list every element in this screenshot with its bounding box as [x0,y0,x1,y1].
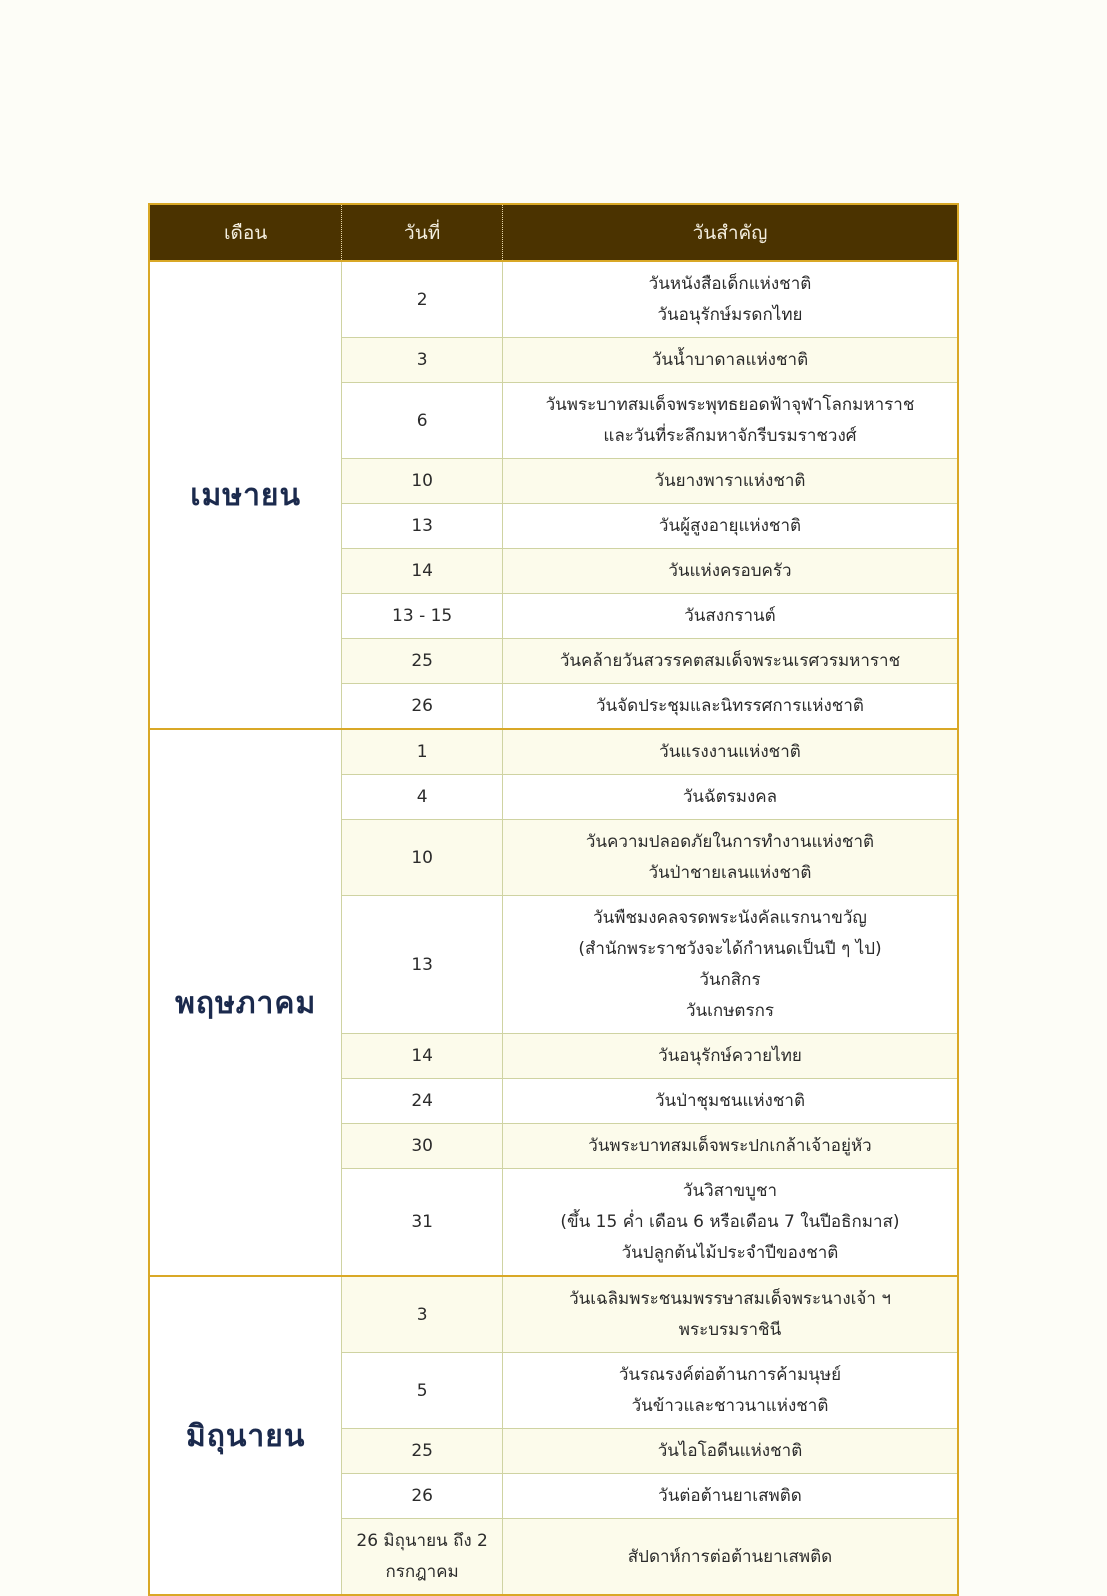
event-line: และวันที่ระลึกมหาจักรีบรมราชวงศ์ [603,426,857,446]
event-line: วันพระบาทสมเด็จพระพุทธยอดฟ้าจุฬาโลกมหาราช [545,395,915,415]
date-cell: 13 [342,896,503,1034]
header-event: วันสำคัญ [502,204,958,261]
date-cell: 25 [342,639,503,684]
event-line: สัปดาห์การต่อต้านยาเสพติด [627,1546,833,1567]
date-cell: 2 [342,261,503,338]
event-line: วันป่าชายเลนแห่งชาติ [648,863,812,883]
event-cell [502,1429,958,1474]
event-line: วันเกษตรกร [685,1001,775,1021]
date-cell: 26 [342,684,503,730]
event-cell [502,383,958,459]
date-cell: 14 [342,549,503,594]
event-line: วันหนังสือเด็กแห่งชาติ [648,274,812,294]
event-cell [502,338,958,383]
event-line: (สำนักพระราชวังจะได้กำหนดเป็นปี ๆ ไป) [578,939,882,959]
date-cell: 25 [342,1429,503,1474]
date-cell: 30 [342,1124,503,1169]
event-line: วันแห่งครอบครัว [668,561,792,581]
event-line: วันเฉลิมพระชนมพรรษาสมเด็จพระนางเจ้า ฯ [569,1289,891,1309]
event-cell [502,896,958,1034]
table-body [149,261,958,1595]
date-cell: 3 [342,338,503,383]
table-row [149,261,958,338]
event-line: วันพระบาทสมเด็จพระปกเกล้าเจ้าอยู่หัว [588,1136,872,1156]
month-cell: พฤษภาคม [149,729,342,1276]
table-row [149,1276,958,1353]
event-cell [502,1353,958,1429]
event-line: วันคล้ายวันสวรรคตสมเด็จพระนเรศวรมหาราช [559,651,901,671]
date-cell: 6 [342,383,503,459]
date-cell: 3 [342,1276,503,1353]
event-cell [502,1124,958,1169]
event-line: พระบรมราชินี [678,1320,782,1340]
event-line: วันปลูกต้นไม้ประจำปีของชาติ [621,1243,839,1263]
event-line: วันพืชมงคลจรดพระนังคัลแรกนาขวัญ [593,908,867,928]
event-line: (ขึ้น 15 ค่ำ เดือน 6 หรือเดือน 7 ในปีอธิกมาส) [560,1212,900,1232]
event-cell [502,729,958,775]
event-cell [502,1474,958,1519]
event-line: วันผู้สูงอายุแห่งชาติ [658,516,802,536]
table-row [149,729,958,775]
date-cell: 10 [342,459,503,504]
table-header-row [149,204,958,261]
event-line: วันข้าวและชาวนาแห่งชาติ [631,1396,829,1416]
event-line: วันวิสาขบูชา [682,1181,778,1201]
header-date: วันที่ [342,204,503,261]
event-line: วันน้ำบาดาลแห่งชาติ [651,350,809,370]
event-line: วันต่อต้านยาเสพติด [658,1486,802,1506]
event-cell [502,549,958,594]
event-line: วันอนุรักษ์มรดกไทย [657,305,803,325]
event-cell [502,1519,958,1596]
event-cell [502,261,958,338]
event-line: วันความปลอดภัยในการทำงานแห่งชาติ [585,832,875,852]
month-cell: เมษายน [149,261,342,729]
header-month: เดือน [149,204,342,261]
event-line: วันป่าชุมชนแห่งชาติ [654,1091,805,1111]
event-cell [502,684,958,730]
event-line: วันอนุรักษ์ควายไทย [658,1046,802,1066]
date-cell: 26 [342,1474,503,1519]
event-cell [502,1079,958,1124]
event-cell [502,504,958,549]
event-cell [502,459,958,504]
date-cell: 13 [342,504,503,549]
month-cell: มิถุนายน [149,1276,342,1595]
date-cell: 24 [342,1079,503,1124]
date-cell: 4 [342,775,503,820]
date-cell: 14 [342,1034,503,1079]
event-cell [502,775,958,820]
event-cell [502,1034,958,1079]
date-cell: 10 [342,820,503,896]
event-line: วันรณรงค์ต่อต้านการค้ามนุษย์ [618,1365,842,1385]
date-cell: 31 [342,1169,503,1277]
date-cell: 5 [342,1353,503,1429]
date-cell: 1 [342,729,503,775]
important-days-table [148,203,959,1596]
event-line: วันแรงงานแห่งชาติ [659,742,801,762]
event-cell [502,1169,958,1277]
event-line: วันจัดประชุมและนิทรรศการแห่งชาติ [596,696,864,716]
date-cell: 26 มิถุนายน ถึง 2 กรกฎาคม [342,1519,503,1596]
event-line: วันไอโอดีนแห่งชาติ [657,1441,803,1461]
event-cell [502,639,958,684]
event-cell [502,1276,958,1353]
event-line: วันกสิกร [699,970,761,990]
event-line: วันยางพาราแห่งชาติ [654,471,806,491]
event-cell [502,820,958,896]
event-line: วันสงกรานต์ [684,606,776,626]
event-cell [502,594,958,639]
event-line: วันฉัตรมงคล [682,787,778,807]
date-cell: 13 - 15 [342,594,503,639]
